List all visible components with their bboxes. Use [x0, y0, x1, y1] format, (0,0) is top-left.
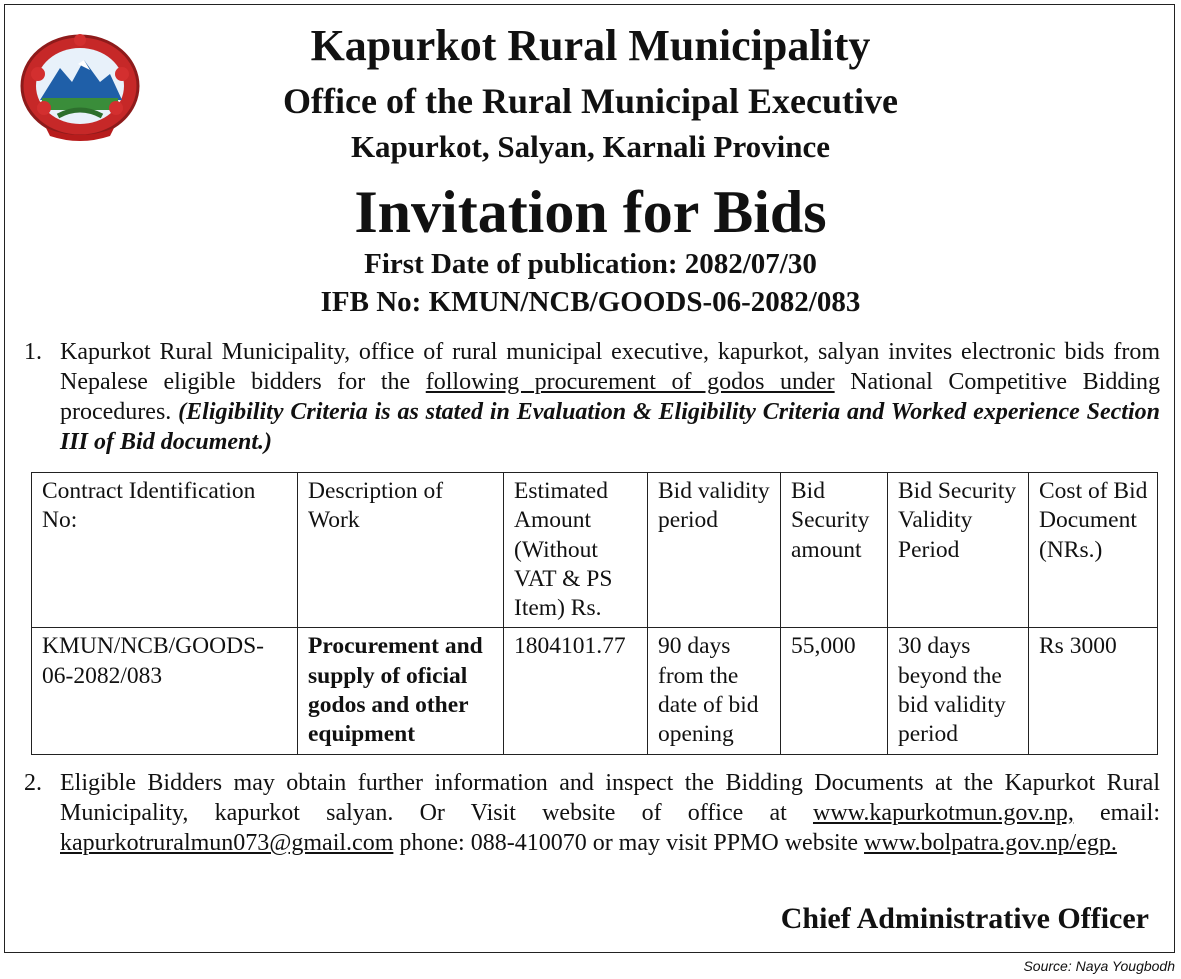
header-contract-id: Contract Identification No:	[32, 473, 298, 628]
cell-description: Procurement and supply of oficial godos and other equipment	[298, 628, 504, 755]
header-bid-validity: Bid validity period	[648, 473, 781, 628]
para2-number: 2.	[24, 770, 42, 796]
municipality-name: Kapurkot Rural Municipality	[310, 21, 871, 70]
cell-bid-security-amount: 55,000	[781, 628, 888, 755]
para2-text	[60, 768, 1160, 858]
office-address: Kapurkot, Salyan, Karnali Province	[350, 129, 831, 164]
signatory-title: Chief Administrative Officer	[780, 902, 1149, 935]
table-header-row	[32, 473, 1158, 628]
office-name: Office of the Rural Municipal Executive	[283, 81, 898, 121]
cell-estimated-amount: 1804101.77	[504, 628, 648, 755]
para2-text-a: Eligible Bidders may obtain further information and inspect the Bidding Documents at the Kapurkot Rural Municipality, kapurkot salyan. Or Visit website of office at	[60, 770, 1160, 826]
cell-security-validity: 30 days beyond the bid validity period	[888, 628, 1029, 755]
header-bid-security-amount: Bid Security amount	[781, 473, 888, 628]
cell-bid-validity: 90 days from the date of bid opening	[648, 628, 781, 755]
notice-title: Invitation for Bids	[354, 179, 827, 245]
para1-text-b: National Competitive Bidding procedures.	[60, 369, 1160, 425]
para1-text-a: Kapurkot Rural Municipality, office of rural municipal executive, kapurkot, salyan invites electronic bids from Nepalese eligible bidders for the	[60, 339, 1160, 395]
source-credit: Source: Naya Yougbodh	[1023, 958, 1175, 974]
header-estimated-amount: Estimated Amount (Without VAT & PS Item) Rs.	[504, 473, 648, 628]
publication-date: First Date of publication: 2082/07/30	[364, 248, 817, 280]
para1-number: 1.	[24, 339, 42, 365]
para2-text-c: phone: 088-410070 or may visit PPMO website	[393, 830, 865, 856]
office-website-link[interactable]: www.kapurkotmun.gov.np,	[812, 800, 1074, 826]
header-description: Description of Work	[298, 473, 504, 628]
email-link[interactable]: kapurkotruralmun073@gmail.com	[60, 830, 394, 856]
header-document-cost: Cost of Bid Document (NRs.)	[1029, 473, 1158, 628]
para2-text-b: email:	[1073, 800, 1161, 826]
para1-underlined: following procurement of godos under	[425, 369, 835, 395]
cell-document-cost: Rs 3000	[1029, 628, 1158, 755]
ifb-number: IFB No: KMUN/NCB/GOODS-06-2082/083	[320, 286, 861, 318]
bid-table	[31, 472, 1158, 755]
eligibility-note: (Eligibility Criteria is as stated in Evaluation & Eligibility Criteria and Worked experience Section III of Bid document.)	[60, 399, 1160, 455]
ppmo-website-link[interactable]: www.bolpatra.gov.np/egp.	[864, 830, 1117, 856]
table-row	[32, 628, 1158, 755]
header-security-validity: Bid Security Validity Period	[888, 473, 1029, 628]
cell-contract-id: KMUN/NCB/GOODS-06-2082/083	[32, 628, 298, 755]
para1-text	[60, 337, 1160, 457]
